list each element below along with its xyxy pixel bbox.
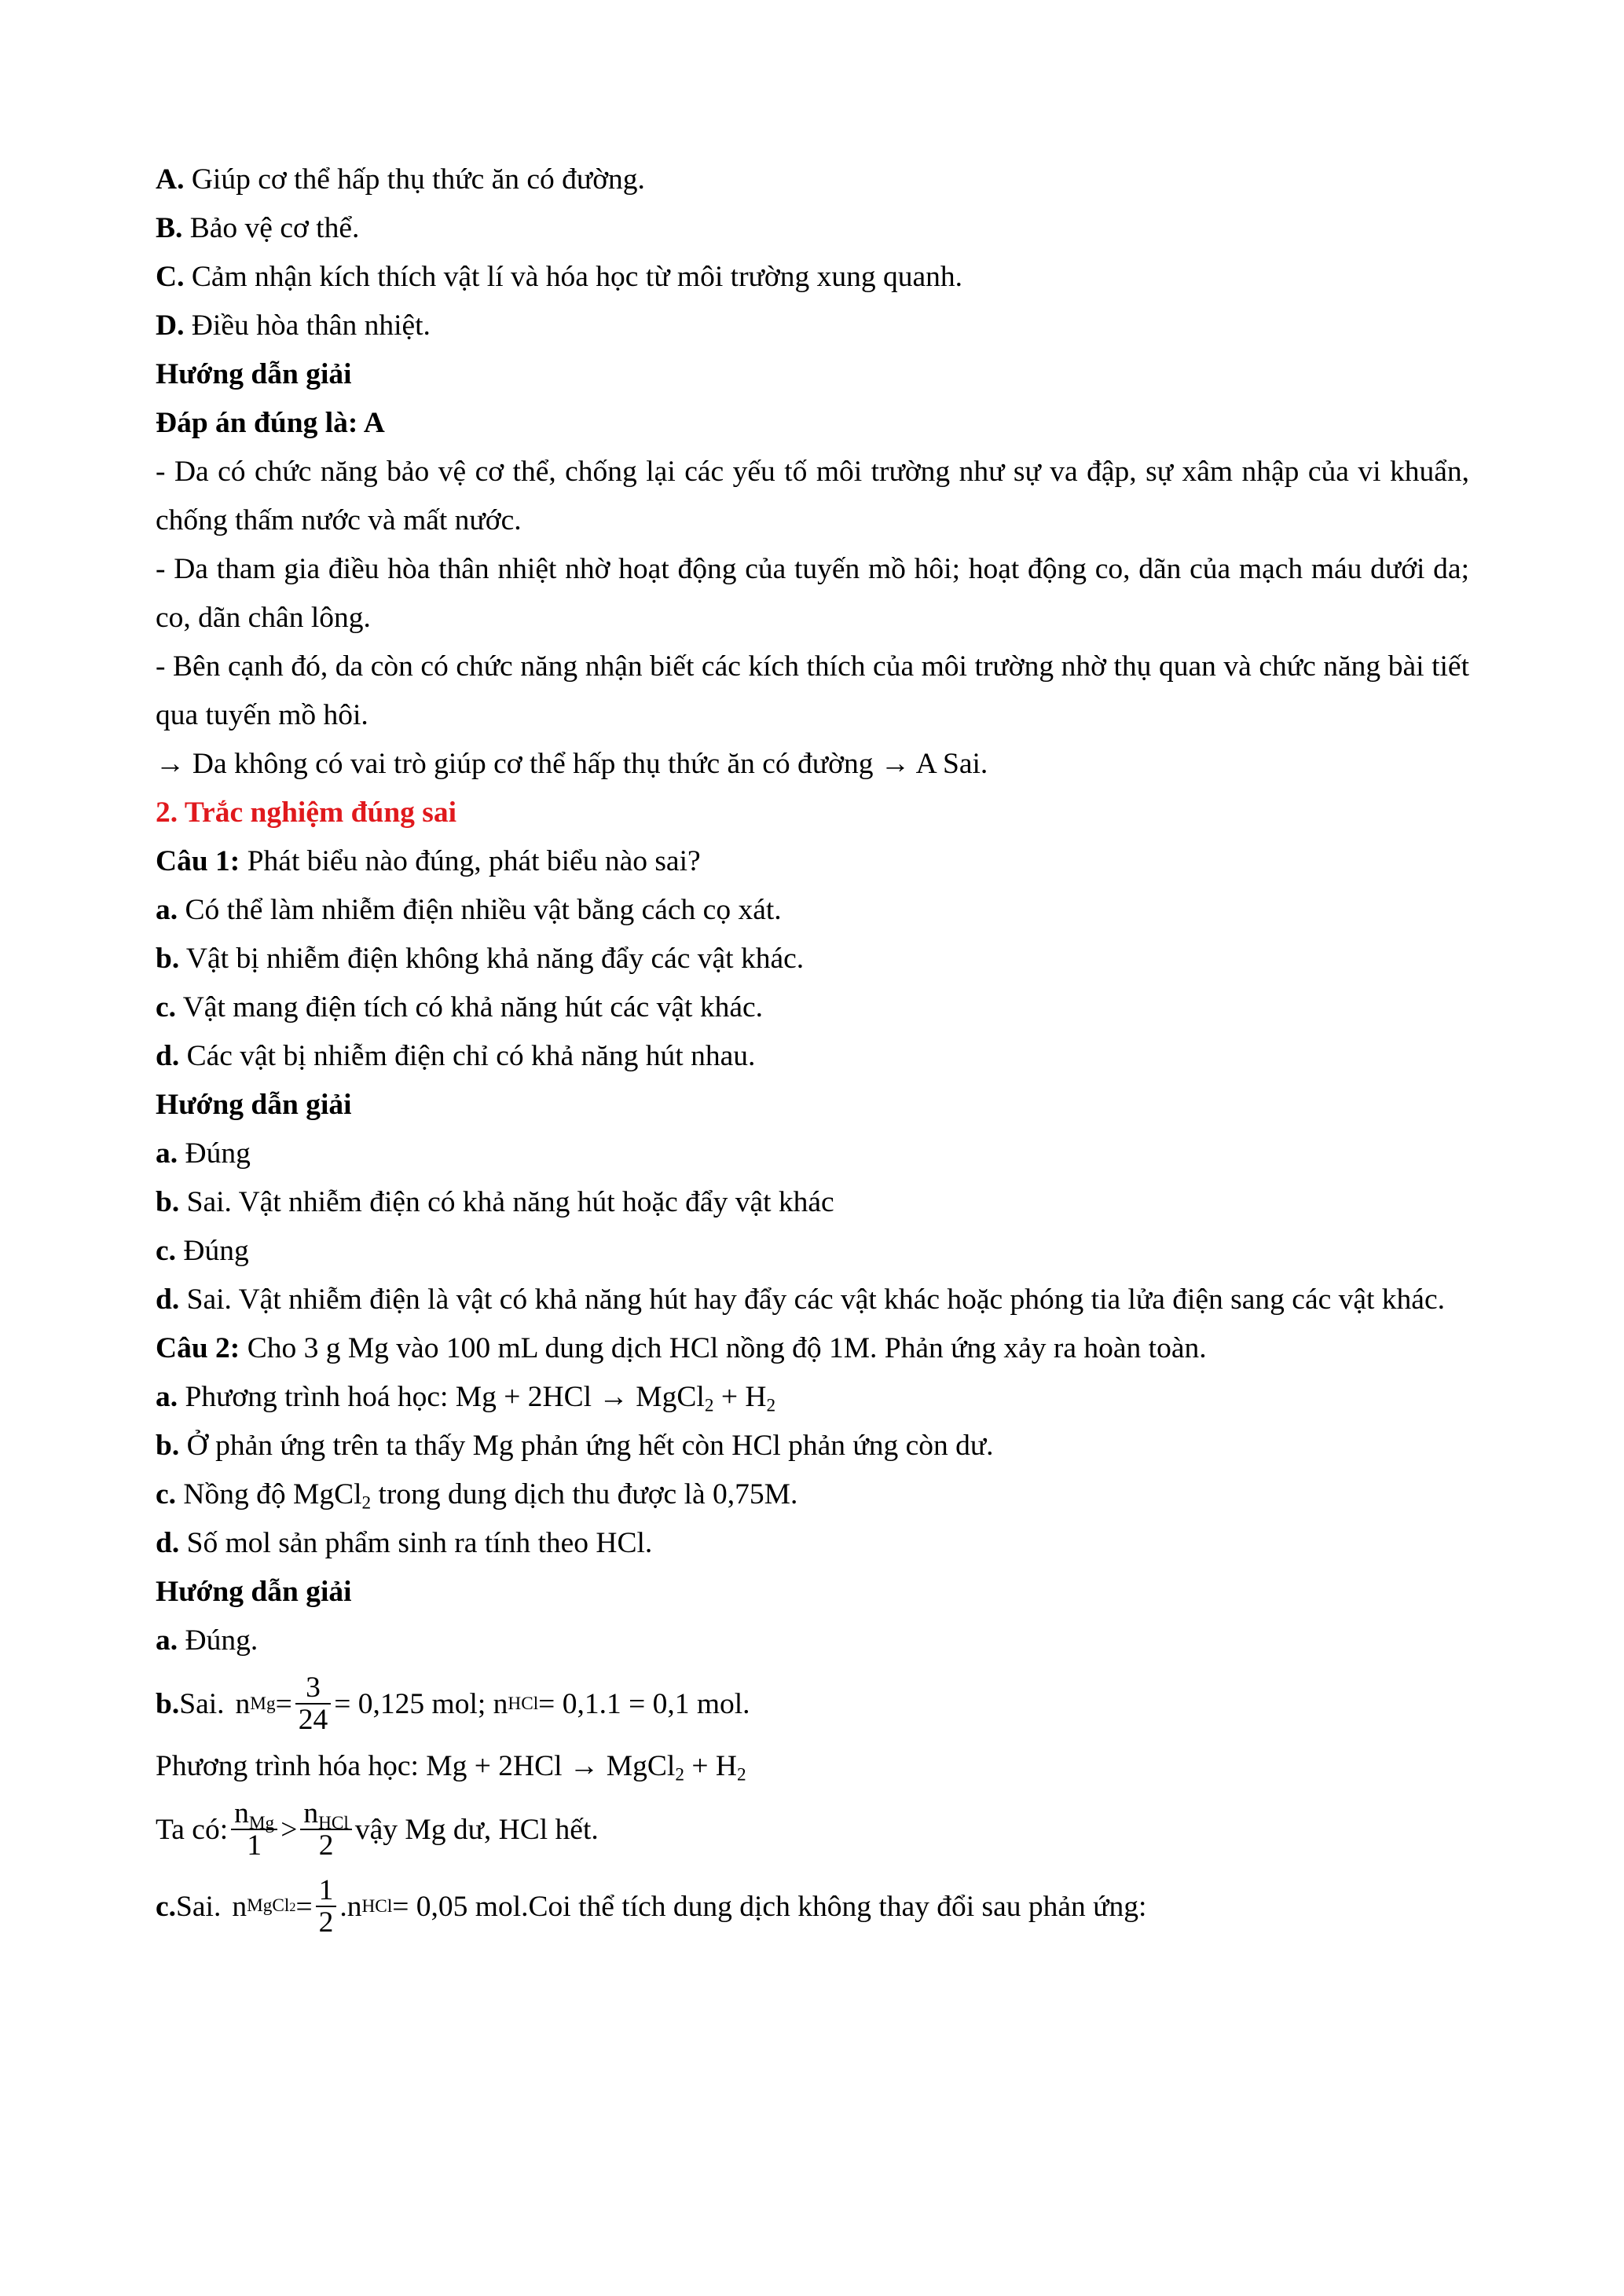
- answer-a: a. Đúng.: [156, 1624, 258, 1657]
- conclusion-line: → Da không có vai trò giúp cơ thể hấp thụ thức ăn có đường → A Sai.: [156, 748, 988, 780]
- statement-b: b. Vật bị nhiễm điện không khả năng đẩy các vật khác.: [156, 943, 805, 975]
- option-d: D. Điều hòa thân nhiệt.: [156, 309, 431, 342]
- fraction-nmg-1: $\frac{n_{Mg}}{1}$: [231, 1798, 277, 1862]
- answer-b: b. Sai. Vật nhiễm điện có khả năng hút hoặc đẩy vật khác: [156, 1186, 834, 1218]
- explanation-para: - Da có chức năng bảo vệ cơ thể, chống lại các yếu tố môi trường như sự va đập, sự xâm nhập của vi khuẩn, chống thấm nước và mất nước.: [156, 456, 1469, 536]
- answer-a: a. Đúng: [156, 1137, 251, 1170]
- answer-b-formula: b. Sai. n Mg = $\frac{3}{24}$ = 0,125 mol; n HCl = 0,1.1 = 0,1 mol.: [156, 1671, 750, 1736]
- statement-d: d. Các vật bị nhiễm điện chỉ có khả năng hút nhau.: [156, 1040, 756, 1072]
- statement-c: c. Nồng độ MgCl$_2$ trong dung dịch thu được là 0,75M.: [156, 1478, 798, 1514]
- fraction-3-24: $\frac{3}{24}$: [295, 1672, 332, 1736]
- explanation-para: - Da tham gia điều hòa thân nhiệt nhờ hoạt động của tuyến mồ hôi; hoạt động co, dãn của mạch máu dưới da; co, dãn chân lông.: [156, 553, 1469, 634]
- guide-heading: Hướng dẫn giải: [156, 1089, 352, 1121]
- option-a: A. Giúp cơ thể hấp thụ thức ăn có đường.: [156, 163, 645, 196]
- document-page: [156, 156, 1469, 1945]
- statement-a: a. Phương trình hoá học: Mg + 2HCl → MgCl$_2$ + $H_2$: [156, 1381, 776, 1416]
- statement-b: b. Ở phản ứng trên ta thấy Mg phản ứng hết còn HCl phản ứng còn dư.: [156, 1430, 994, 1462]
- statement-a: a. Có thể làm nhiễm điện nhiều vật bằng cách cọ xát.: [156, 894, 782, 926]
- explanation-para: - Bên cạnh đó, da còn có chức năng nhận biết các kích thích của môi trường nhờ thụ quan và chức năng bài tiết qua tuyến mồ hôi.: [156, 650, 1469, 731]
- answer-c-formula: c. Sai. n MgCl2 = $\frac{1}{2}$ .n HCl = 0,05 mol. Coi thể tích dung dịch không thay đổi sau phản ứng:: [156, 1873, 1147, 1939]
- section-title: 2. Trắc nghiệm đúng sai: [156, 796, 457, 829]
- guide-heading: Hướng dẫn giải: [156, 1576, 352, 1608]
- fraction-1-2: $\frac{1}{2}$: [316, 1875, 337, 1939]
- mole-comparison: Ta có: $\frac{n_{Mg}}{1}$ > $\frac{n_{HCl}}{2}$ vậy Mg dư, HCl hết.: [156, 1796, 599, 1862]
- reaction-equation: Phương trình hóa học: Mg + 2HCl → MgCl$_2$ + $H_2$: [156, 1750, 746, 1785]
- statement-d: d. Số mol sản phẩm sinh ra tính theo HCl.: [156, 1527, 653, 1559]
- question-1: Câu 1: Phát biểu nào đúng, phát biểu nào sai?: [156, 845, 701, 877]
- option-c: C. Cảm nhận kích thích vật lí và hóa học từ môi trường xung quanh.: [156, 261, 962, 293]
- fraction-nhcl-2: $\frac{n_{HCl}}{2}$: [300, 1798, 352, 1862]
- answer-line: Đáp án đúng là: A: [156, 407, 385, 439]
- guide-heading: Hướng dẫn giải: [156, 358, 352, 390]
- answer-d: d. Sai. Vật nhiễm điện là vật có khả năng hút hay đẩy các vật khác hoặc phóng tia lửa điện sang các vật khác.: [156, 1283, 1445, 1316]
- answer-c: c. Đúng: [156, 1235, 249, 1267]
- statement-c: c. Vật mang điện tích có khả năng hút các vật khác.: [156, 991, 763, 1023]
- option-b: B. Bảo vệ cơ thể.: [156, 212, 360, 244]
- question-2: Câu 2: Cho 3 g Mg vào 100 mL dung dịch HCl nồng độ 1M. Phản ứng xảy ra hoàn toàn.: [156, 1332, 1207, 1364]
